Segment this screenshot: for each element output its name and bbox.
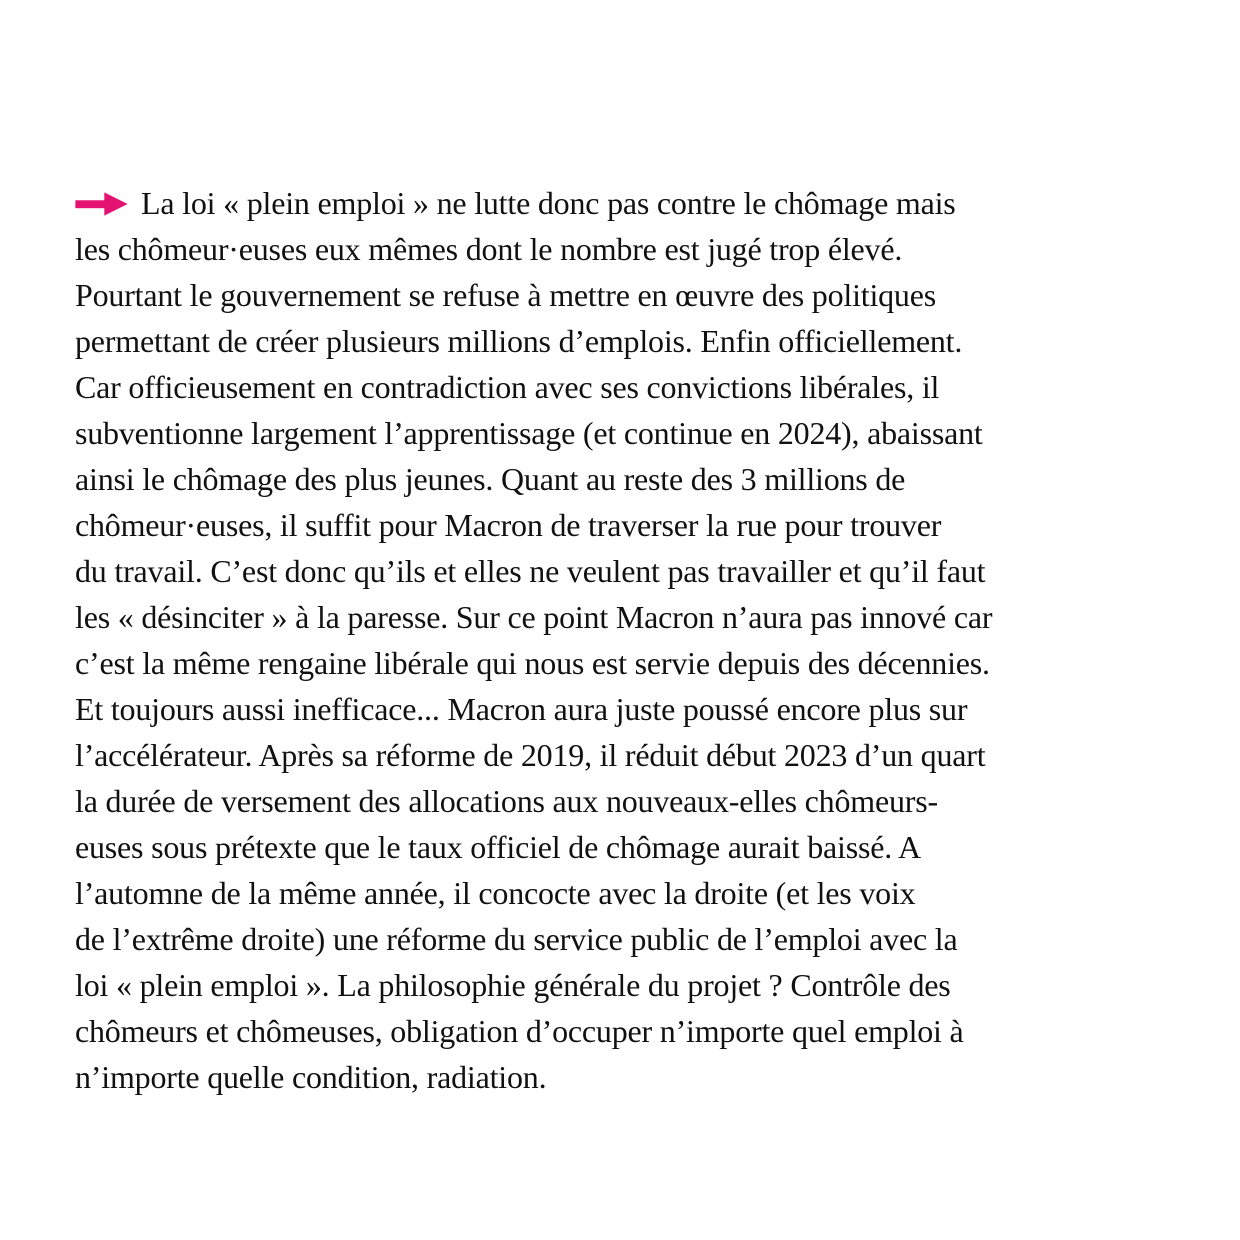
paragraph-line [75, 180, 1195, 226]
paragraph-line: du travail. C’est donc qu’ils et elles ne veulent pas travailler et qu’il faut [75, 553, 986, 589]
paragraph-line: Et toujours aussi inefficace... Macron aura juste poussé encore plus sur [75, 691, 968, 727]
paragraph-line: l’accélérateur. Après sa réforme de 2019, il réduit début 2023 d’un quart [75, 737, 986, 773]
paragraph-line: les « désinciter » à la paresse. Sur ce point Macron n’aura pas innové car [75, 599, 993, 635]
arrow-head [104, 192, 127, 215]
arrow-shaft [75, 200, 106, 208]
paragraph-line: l’automne de la même année, il concocte avec la droite (et les voix [75, 875, 916, 911]
arrow-right-icon [75, 190, 128, 218]
paragraph-line: Car officieusement en contradiction avec ses convictions libérales, il [75, 369, 940, 405]
paragraph-line: loi « plein emploi ». La philosophie générale du projet ? Contrôle des [75, 967, 951, 1003]
paragraph-line: c’est la même rengaine libérale qui nous est servie depuis des décennies. [75, 645, 990, 681]
paragraph-line: les chômeur·euses eux mêmes dont le nombre est jugé trop élevé. [75, 231, 903, 267]
paragraph-line: ainsi le chômage des plus jeunes. Quant au reste des 3 millions de [75, 461, 906, 497]
paragraph-line-text: La loi « plein emploi » ne lutte donc pas contre le chômage mais [141, 185, 956, 221]
paragraph-line: n’importe quelle condition, radiation. [75, 1059, 547, 1095]
paragraph-line: chômeurs et chômeuses, obligation d’occuper n’importe quel emploi à [75, 1013, 964, 1049]
paragraph-line: chômeur·euses, il suffit pour Macron de traverser la rue pour trouver [75, 507, 942, 543]
paragraph-line: Pourtant le gouvernement se refuse à mettre en œuvre des politiques [75, 277, 936, 313]
paragraph-line: euses sous prétexte que le taux officiel de chômage aurait baissé. A [75, 829, 921, 865]
paragraph-line: subventionne largement l’apprentissage (et continue en 2024), abaissant [75, 415, 983, 451]
paragraph-line: la durée de versement des allocations aux nouveaux-elles chômeurs- [75, 783, 938, 819]
paragraph-lines [75, 226, 1195, 1100]
body-paragraph [75, 180, 1195, 1100]
paragraph-line: de l’extrême droite) une réforme du service public de l’emploi avec la [75, 921, 958, 957]
paragraph-line: permettant de créer plusieurs millions d’emplois. Enfin officiellement. [75, 323, 963, 359]
